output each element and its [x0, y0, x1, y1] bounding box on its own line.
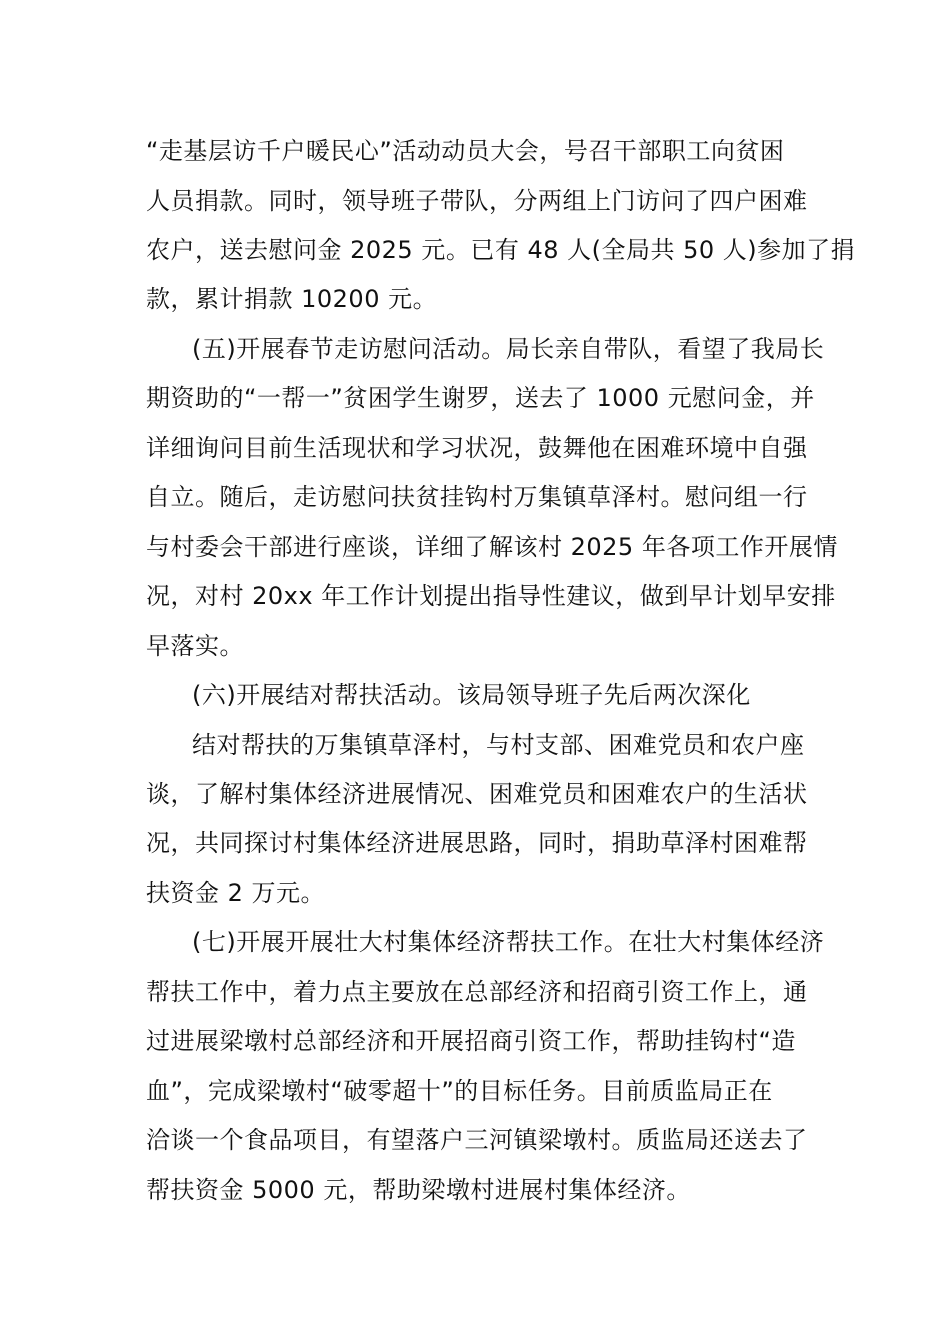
text-line: 农户，送去慰问金 2025 元。已有 48 人(全局共 50 人)参加了捐	[146, 236, 856, 264]
text-line: 血”，完成梁墩村“破零超十”的目标任务。目前质监局正在	[146, 1077, 773, 1105]
text-line: 过进展梁墩村总部经济和开展招商引资工作，帮助挂钩村“造	[146, 1027, 796, 1055]
text-line: 帮扶资金 5000 元，帮助梁墩村进展村集体经济。	[146, 1176, 691, 1204]
text-line: 况，共同探讨村集体经济进展思路，同时，捐助草泽村困难帮	[146, 829, 808, 857]
text-line: 与村委会干部进行座谈，详细了解该村 2025 年各项工作开展情	[146, 533, 838, 561]
text-line: 早落实。	[146, 632, 244, 660]
text-line: 款，累计捐款 10200 元。	[146, 285, 438, 313]
text-line: “走基层访千户暖民心”活动动员大会，号召干部职工向贫困	[146, 137, 785, 165]
text-line: 详细询问目前生活现状和学习状况，鼓舞他在困难环境中自强	[146, 434, 808, 462]
text-line: 结对帮扶的万集镇草泽村，与村支部、困难党员和农户座	[192, 731, 805, 759]
text-line: 期资助的“一帮一”贫困学生谢罗，送去了 1000 元慰问金，并	[146, 384, 815, 412]
text-line: 自立。随后，走访慰问扶贫挂钩村万集镇草泽村。慰问组一行	[146, 483, 808, 511]
text-line: 人员捐款。同时，领导班子带队，分两组上门访问了四户困难	[146, 187, 808, 215]
text-line: 谈，了解村集体经济进展情况、困难党员和困难农户的生活状	[146, 780, 808, 808]
text-line: 况，对村 20xx 年工作计划提出指导性建议，做到早计划早安排	[146, 582, 836, 610]
paragraph-heading-5: (五)开展春节走访慰问活动。局长亲自带队，看望了我局长	[192, 335, 825, 363]
text-line: 帮扶工作中，着力点主要放在总部经济和招商引资工作上，通	[146, 978, 808, 1006]
text-line: 洽谈一个食品项目，有望落户三河镇梁墩村。质监局还送去了	[146, 1126, 808, 1154]
paragraph-heading-7: (七)开展开展壮大村集体经济帮扶工作。在壮大村集体经济	[192, 928, 825, 956]
text-line: 扶资金 2 万元。	[146, 879, 326, 907]
paragraph-heading-6: (六)开展结对帮扶活动。该局领导班子先后两次深化	[192, 681, 751, 709]
